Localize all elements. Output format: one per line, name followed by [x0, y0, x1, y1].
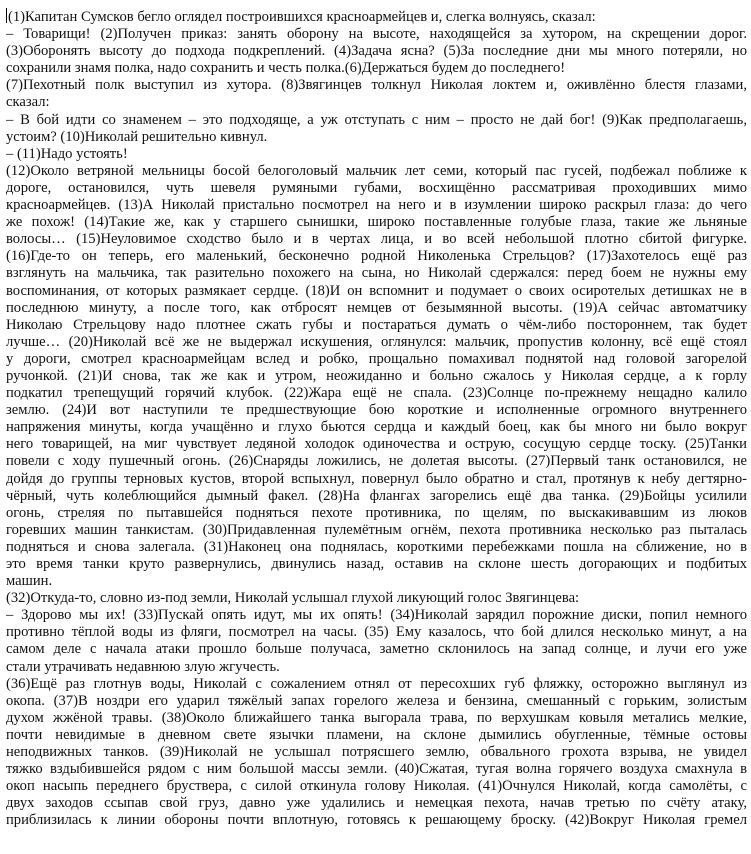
- text-line: тяжко вздыбившейся рядом с ним большой массы земли. (40)Сжатая, тугая волна горячего воздуха смахнула в: [6, 761, 747, 778]
- text-line: (1)Капитан Сумсков бегло оглядел построившихся красноармейцев и, слегка волнуясь, сказал:: [8, 9, 596, 25]
- text-line: дороге, остановился, чуть шевеля румяными губами, восхищённо рассматривая проходивших мимо: [6, 179, 747, 196]
- text-line: воспоминания, от которых размякает сердце. (18)И он вспомнит и подумает о своих осиротелых детишках не в: [6, 282, 747, 299]
- text-line: машин.: [6, 573, 53, 590]
- text-line: огонь, стреляя по пытавшейся подняться пехоте противника, по щелям, по выскакивавшим из люков: [6, 504, 747, 521]
- text-line: самом деле с начала атаки прошло больше получаса, заметно склонилось на запад солнце, и лучи его уже: [6, 641, 747, 658]
- text-line: последнюю минуту, а после того, как отбросят немцев от безымянной высоты. (19)А сейчас автоматчику: [6, 299, 747, 316]
- text-line: противно тёплой воды из фляги, посмотрел на часы. (35) Ему казалось, что бой длился несколько минут, а на: [6, 624, 747, 641]
- text-line: (32)Откуда-то, словно из-под земли, Николай услышал глухой ликующий голос Звягинцева:: [6, 590, 580, 607]
- text-line: у дороги, смотрел красноармейцам вслед и робко, прощально помахивал поднятой над головой загорелой: [6, 350, 747, 367]
- text-line: стали утрачивать недавнюю злую жгучесть.: [6, 658, 280, 675]
- text-line: – Товарищи! (2)Получен приказ: занять оборону на высоте, находящейся за хутором, на скрещении дорог.: [6, 26, 747, 43]
- text-line: это время танки круто развернулись, двинулись назад, оставив на склоне шесть догорающих и подбитых: [6, 556, 747, 572]
- text-line: него товарищей, на миг чувствует ледяной холодок одиночества и острую, сосущую сердце тоску. (25)Танки: [6, 436, 747, 453]
- text-line: подняться и снова залегала. (31)Наконец она поднялась, короткими перебежками пошла на сближение, но в: [6, 538, 747, 555]
- text-line: чёрный, чуть колеблющийся дымный факел. (28)На флангах загорелись ещё два танка. (29)Бойцы усилили: [6, 487, 747, 504]
- text-line: ручонкой. (21)И снова, так же как и утром, неожиданно и больно сжалось у Николая сердце, а к горлу: [6, 367, 747, 384]
- text-line: – В бой идти со знаменем – это подходяще, а уж отступать с ним – просто не дай бог! (9)Как предполагаешь,: [6, 111, 747, 128]
- text-line: сказал:: [6, 94, 50, 111]
- text-line: горевших машин танкистам. (30)Придавленная пулемётным огнём, пехота противника несколько раз пыталась: [6, 521, 747, 538]
- text-line: волосы… (15)Неуловимое сходство было и в чертах лица, и во всей небольшой плотно сбитой фигурке.: [6, 231, 747, 248]
- text-line: неподвижных танков. (39)Николай не услышал потрясшего землю, обвального грохота взрыва, не увидел: [6, 744, 747, 761]
- text-line: устоим? (10)Николай решительно кивнул.: [6, 128, 268, 145]
- text-line: дойдя до группы терновых кустов, второй вспыхнул, повернул было обратно и стал, протянув к небу дегтярно-: [6, 470, 747, 487]
- text-line: (36)Ещё раз глотнув воды, Николай с сожалением отнял от пересохших губ фляжку, осторожно выглянул из: [6, 675, 747, 692]
- text-line: лучше… (20)Николай всё же не выдержал искушения, оглянулся: мальчик, пропустив колонну, всё ещё стоял: [6, 333, 747, 350]
- text-cursor: [6, 8, 7, 23]
- text-line: напряжения минуты, когда учащённо и глухо бьются сердца и каждый боец, как бы много ни было вокруг: [6, 419, 747, 436]
- text-line: (12)Около ветряной мельницы босой белоголовый мальчик лет семи, который пас гусей, подбежал поближе к: [6, 162, 747, 179]
- text-line: (16)Где-то он теперь, его маленький, бесконечно родной Николенька Стрельцов? (17)Захотелось ещё раз: [6, 248, 747, 265]
- text-line: – Здорово мы их! (33)Пускай опять идут, мы их опять! (34)Николай зарядил порожние диски, попил немного: [6, 607, 747, 624]
- text-line: сохранили знамя полка, надо сохранить и честь полка.(6)Держаться будем до последнего!: [6, 60, 566, 77]
- text-line: двух заходов ссыпав свой груз, давно уже удалились и немецкая пехота, начав третью по счёту атаку,: [6, 795, 747, 812]
- text-line: взглянуть на мальчика, так разительно похожего на сына, но Николай сдержался: перед боем не нужны ему: [6, 265, 747, 282]
- text-line: – (11)Надо устоять!: [6, 145, 128, 162]
- text-line: подкатил трепещущий горячий клубок. (22)Жара ещё не спала. (23)Солнце по-прежнему нещадно калило: [6, 385, 747, 402]
- text-line: (7)Пехотный полк выступил из хутора. (8)Звягинцев толкнул Николая локтем и, оживлённо блестя глазами,: [6, 77, 747, 94]
- text-line: повели с ходу пушечный огонь. (26)Снаряды ложились, не долетая высоты. (27)Первый танк остановился, не: [6, 453, 747, 470]
- text-line: приблизилась к линии обороны почти вплотную, готовясь к решающему броску. (42)Вокруг Николая гремел: [6, 812, 747, 829]
- text-line: окоп насыпь переднего бруствера, с силой откинула голову Николая. (41)Очнулся Николай, когда самолёты, с: [6, 778, 747, 795]
- text-line: Николаю Стрельцову надо плотнее сжать губы и постараться думать о чём-либо постороннем, так будет: [6, 316, 747, 333]
- text-line: духом жжёной травы. (38)Около ближайшего танка выгорала трава, по верхушкам ковыля метались мелкие,: [6, 709, 747, 726]
- text-line: почти невидимые в дневном свете язычки пламени, на склоне дымились обугленные, тёмные остовы: [6, 726, 747, 743]
- document-text[interactable]: [6, 8, 747, 830]
- text-line: окопа. (37)В ноздри его ударил тяжёлый запах горелого железа и бензина, смешанный с горьким, золистым: [6, 692, 747, 709]
- text-line: красноармейцев. (13)А Николай пристально посмотрел на него и в изумлении широко раскрыл глаза: до чего: [6, 197, 747, 214]
- text-line: (3)Оборонять высоту до подхода подкреплений. (4)Задача ясна? (5)За последние дни мы много потеряли, но: [6, 43, 747, 60]
- text-line: же похож! (14)Такие же, как у старшего сынишки, широко поставленные голубые глаза, такие же льняные: [6, 214, 747, 231]
- text-line: землю. (24)И вот наступили те предшествующие бою короткие и исполненные огромного внутреннего: [6, 402, 747, 419]
